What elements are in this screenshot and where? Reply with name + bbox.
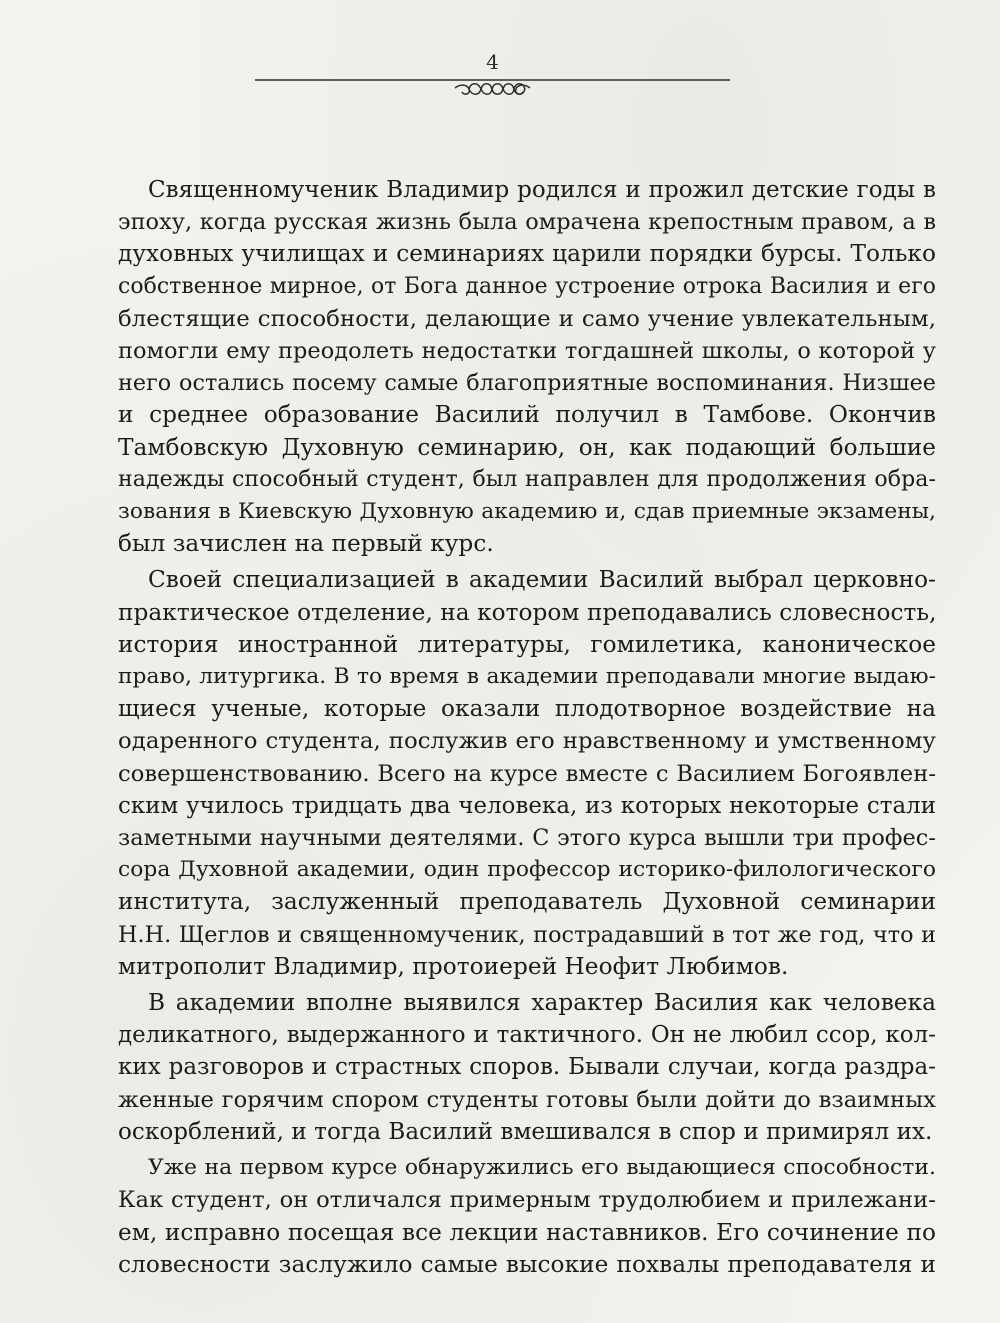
text-line: ским училось тридцать два человека, из которых некоторые стали: [118, 792, 936, 819]
text-line: Своей специализацией в академии Василий выбрал церковно-: [148, 566, 936, 594]
text-line: история иностранной литературы, гомилетика, каноническое: [118, 630, 936, 658]
page-number: 4: [486, 50, 499, 74]
text-line: блестящие способности, делающие и само учение увлекательным,: [118, 305, 936, 332]
text-line: совершенствованию. Всего на курсе вместе с Василием Богоявлен-: [118, 760, 936, 787]
text-line: ем, исправно посещая все лекции наставников. Его сочинение по: [118, 1218, 936, 1246]
text-line: эпоху, когда русская жизнь была омрачена крепостным правом, а в: [118, 209, 936, 236]
text-line: заметными научными деятелями. С этого курса вышли три профес-: [118, 825, 936, 852]
text-line: Тамбовскую Духовную семинарию, он, как подающий большие: [118, 433, 936, 461]
text-line: одаренного студента, послужив его нравственному и умственному: [118, 728, 936, 755]
text-line: Как студент, он отличался примерным трудолюбием и прилежани-: [118, 1187, 936, 1214]
text-line: словесности заслужило самые высокие похвалы преподавателя и: [118, 1250, 936, 1278]
text-line: ких разговоров и страстных споров. Бывали случаи, когда раздра-: [118, 1054, 936, 1081]
text-line: практическое отделение, на котором преподавались словесность,: [118, 598, 937, 626]
text-line: Уже на первом курсе обнаружились его выдающиеся способности.: [148, 1155, 936, 1181]
text-line: собственное мирное, от Бога данное устроение отрока Василия и его: [118, 273, 936, 299]
text-line: и среднее образование Василий получил в Тамбове. Окончив: [118, 401, 936, 429]
paragraph-4: [118, 1152, 936, 1281]
text-line: помогли ему преодолеть недостатки тогдашней школы, о которой у: [118, 338, 936, 365]
paragraph-3: [118, 987, 936, 1148]
text-line: митрополит Владимир, протоиерей Неофит Любимов.: [118, 952, 789, 980]
text-line: щиеся ученые, которые оказали плодотворное воздействие на: [118, 695, 936, 723]
text-line: зования в Киевскую Духовную академию и, сдав приемные экзамены,: [118, 499, 936, 525]
text-line: Н.Н. Щеглов и священномученик, пострадавший в тот же год, что и: [118, 921, 936, 948]
text-line: был зачислен на первый курс.: [118, 530, 494, 558]
text-line: женные горячим спором студенты готовы были дойти до взаимных: [118, 1086, 936, 1113]
text-line: надежды способный студент, был направлен для продолжения обра-: [118, 466, 936, 492]
paragraph-1: [118, 174, 936, 560]
body-text: [118, 174, 936, 1285]
ornament-divider-icon: [255, 74, 730, 104]
text-line: право, литургика. В то время в академии преподавали многие выдаю-: [118, 664, 936, 690]
text-line: духовных училищах и семинариях царили порядки бурсы. Только: [118, 240, 936, 268]
text-line: него остались посему самые благоприятные воспоминания. Низшее: [118, 370, 936, 397]
text-line: института, заслуженный преподаватель Духовной семинарии: [118, 888, 936, 916]
page-header: [255, 48, 730, 110]
text-line: деликатного, выдержанного и тактичного. Он не любил ссор, кол-: [118, 1022, 936, 1049]
text-line: оскорблений, и тогда Василий вмешивался в спор и примирял их.: [118, 1118, 933, 1145]
text-line: В академии вполне выявился характер Василия как человека: [148, 989, 936, 1017]
text-line: сора Духовной академии, один профессор историко-филологического: [118, 857, 936, 883]
paragraph-2: [118, 564, 936, 983]
text-line: Священномученик Владимир родился и прожил детские годы в: [148, 177, 936, 203]
